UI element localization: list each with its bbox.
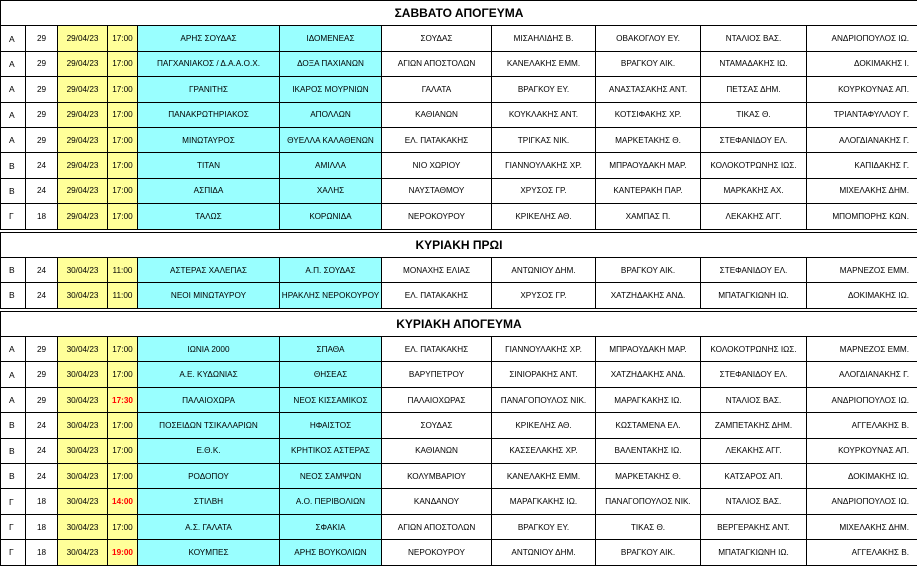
home-team-cell: ΤΑΛΩΣ <box>138 204 280 229</box>
assistant-2-cell: ΝΤΑΛΙΟΣ ΒΑΣ. <box>701 26 807 51</box>
observer-cell: ΚΟΥΡΚΟΥΝΑΣ ΑΠ. <box>807 77 917 102</box>
assistant-1-cell: ΒΑΛΕΝΤΑΚΗΣ ΙΩ. <box>596 438 701 463</box>
home-team-cell: Α.Ε. ΚΥΔΩΝΙΑΣ <box>138 362 280 387</box>
assistant-1-cell: ΟΒΑΚΟΓΛΟΥ ΕΥ. <box>596 26 701 51</box>
time-cell: 17:00 <box>108 413 138 438</box>
observer-cell: ΑΛΟΓΔΙΑΝΑΚΗΣ Γ. <box>807 127 917 152</box>
venue-cell: ΕΛ. ΠΑΤΑΚΑΚΗΣ <box>382 337 492 362</box>
assistant-1-cell: ΜΑΡΑΓΚΑΚΗΣ ΙΩ. <box>596 387 701 412</box>
category-cell: Α <box>1 51 26 76</box>
referee-cell: ΧΡΥΣΟΣ ΓΡ. <box>492 283 596 308</box>
observer-cell: ΤΡΙΑΝΤΑΦΥΛΛΟΥ Γ. <box>807 102 917 127</box>
assistant-1-cell: ΠΑΝΑΓΟΠΟΥΛΟΣ ΝΙΚ. <box>596 489 701 514</box>
section-title: ΚΥΡΙΑΚΗ ΠΡΩΙ <box>1 232 917 257</box>
assistant-1-cell: ΜΠΡΑΟΥΔΑΚΗ ΜΑΡ. <box>596 153 701 178</box>
schedule-body <box>1 1 917 566</box>
match-row <box>1 204 917 229</box>
home-team-cell: ΑΡΗΣ ΣΟΥΔΑΣ <box>138 26 280 51</box>
assistant-1-cell: ΚΑΝΤΕΡΑΚΗ ΠΑΡ. <box>596 178 701 203</box>
time-cell: 19:00 <box>108 540 138 565</box>
date-cell: 30/04/23 <box>58 438 108 463</box>
time-cell: 11:00 <box>108 283 138 308</box>
time-cell: 17:00 <box>108 438 138 463</box>
date-cell: 30/04/23 <box>58 540 108 565</box>
assistant-2-cell: ΚΑΤΣΑΡΟΣ ΑΠ. <box>701 464 807 489</box>
category-cell: Γ <box>1 204 26 229</box>
time-cell: 17:00 <box>108 153 138 178</box>
away-team-cell: Α.Π. ΣΟΥΔΑΣ <box>280 257 382 282</box>
time-cell: 17:00 <box>108 362 138 387</box>
match-row <box>1 257 917 282</box>
venue-cell: ΣΟΥΔΑΣ <box>382 26 492 51</box>
away-team-cell: ΧΑΛΗΣ <box>280 178 382 203</box>
assistant-2-cell: ΚΟΛΟΚΟΤΡΩΝΗΣ ΙΩΣ. <box>701 337 807 362</box>
date-cell: 30/04/23 <box>58 283 108 308</box>
time-cell: 14:00 <box>108 489 138 514</box>
matchday-cell: 29 <box>26 51 58 76</box>
matchday-cell: 24 <box>26 283 58 308</box>
date-cell: 29/04/23 <box>58 26 108 51</box>
matchday-cell: 29 <box>26 102 58 127</box>
match-row <box>1 413 917 438</box>
observer-cell: ΔΟΚΙΜΑΚΗΣ ΙΩ. <box>807 464 917 489</box>
category-cell: Α <box>1 127 26 152</box>
assistant-2-cell: ΝΤΑΛΙΟΣ ΒΑΣ. <box>701 387 807 412</box>
assistant-2-cell: ΣΤΕΦΑΝΙΔΟΥ ΕΛ. <box>701 362 807 387</box>
category-cell: Γ <box>1 489 26 514</box>
observer-cell: ΔΟΚΙΜΑΚΗΣ ΙΩ. <box>807 283 917 308</box>
observer-cell: ΑΛΟΓΔΙΑΝΑΚΗΣ Γ. <box>807 362 917 387</box>
away-team-cell: ΣΦΑΚΙΑ <box>280 514 382 539</box>
assistant-1-cell: ΤΙΚΑΣ Θ. <box>596 514 701 539</box>
matchday-cell: 18 <box>26 540 58 565</box>
away-team-cell: ΚΟΡΩΝΙΔΑ <box>280 204 382 229</box>
away-team-cell: ΣΠΑΘΑ <box>280 337 382 362</box>
category-cell: Β <box>1 283 26 308</box>
assistant-2-cell: ΒΕΡΓΕΡΑΚΗΣ ΑΝΤ. <box>701 514 807 539</box>
matchday-cell: 29 <box>26 77 58 102</box>
date-cell: 29/04/23 <box>58 153 108 178</box>
venue-cell: ΕΛ. ΠΑΤΑΚΑΚΗΣ <box>382 283 492 308</box>
category-cell: Α <box>1 387 26 412</box>
matchday-cell: 24 <box>26 257 58 282</box>
time-cell: 17:00 <box>108 337 138 362</box>
observer-cell: ΚΑΠΙΔΑΚΗΣ Γ. <box>807 153 917 178</box>
assistant-1-cell: ΧΑΤΖΗΔΑΚΗΣ ΑΝΔ. <box>596 362 701 387</box>
home-team-cell: ΠΟΣΕΙΔΩΝ ΤΣΙΚΑΛΑΡΙΩΝ <box>138 413 280 438</box>
venue-cell: ΑΓΙΩΝ ΑΠΟΣΤΟΛΩΝ <box>382 51 492 76</box>
assistant-2-cell: ΣΤΕΦΑΝΙΔΟΥ ΕΛ. <box>701 257 807 282</box>
assistant-2-cell: ΚΟΛΟΚΟΤΡΩΝΗΣ ΙΩΣ. <box>701 153 807 178</box>
venue-cell: ΝΙΟ ΧΩΡΙΟΥ <box>382 153 492 178</box>
matchday-cell: 29 <box>26 127 58 152</box>
venue-cell: ΚΑΘΙΑΝΩΝ <box>382 102 492 127</box>
away-team-cell: ΚΡΗΤΙΚΟΣ ΑΣΤΕΡΑΣ <box>280 438 382 463</box>
matchday-cell: 24 <box>26 153 58 178</box>
venue-cell: ΝΕΡΟΚΟΥΡΟΥ <box>382 540 492 565</box>
assistant-1-cell: ΜΑΡΚΕΤΑΚΗΣ Θ. <box>596 464 701 489</box>
category-cell: Α <box>1 102 26 127</box>
date-cell: 30/04/23 <box>58 489 108 514</box>
match-row <box>1 283 917 308</box>
section-title: ΚΥΡΙΑΚΗ ΑΠΟΓΕΥΜΑ <box>1 311 917 336</box>
away-team-cell: ΙΚΑΡΟΣ ΜΟΥΡΝΙΩΝ <box>280 77 382 102</box>
category-cell: Γ <box>1 540 26 565</box>
observer-cell: ΑΝΔΡΙΟΠΟΥΛΟΣ ΙΩ. <box>807 387 917 412</box>
date-cell: 30/04/23 <box>58 337 108 362</box>
matchday-cell: 18 <box>26 204 58 229</box>
match-row <box>1 337 917 362</box>
observer-cell: ΜΠΟΜΠΟΡΗΣ ΚΩΝ. <box>807 204 917 229</box>
referee-cell: ΚΟΥΚΛΑΚΗΣ ΑΝΤ. <box>492 102 596 127</box>
match-row <box>1 51 917 76</box>
category-cell: Α <box>1 77 26 102</box>
matchday-cell: 29 <box>26 337 58 362</box>
home-team-cell: ΤΙΤΑΝ <box>138 153 280 178</box>
section-header-row <box>1 311 917 336</box>
date-cell: 30/04/23 <box>58 257 108 282</box>
away-team-cell: ΗΡΑΚΛΗΣ ΝΕΡΟΚΟΥΡΟΥ <box>280 283 382 308</box>
assistant-2-cell: ΜΠΑΤΑΓΚΙΩΝΗ ΙΩ. <box>701 283 807 308</box>
match-row <box>1 387 917 412</box>
matchday-cell: 24 <box>26 438 58 463</box>
match-row <box>1 77 917 102</box>
observer-cell: ΑΝΔΡΙΟΠΟΥΛΟΣ ΙΩ. <box>807 489 917 514</box>
category-cell: Β <box>1 464 26 489</box>
time-cell: 17:00 <box>108 26 138 51</box>
assistant-1-cell: ΧΑΜΠΑΣ Π. <box>596 204 701 229</box>
assistant-2-cell: ΜΑΡΚΑΚΗΣ ΑΧ. <box>701 178 807 203</box>
category-cell: Α <box>1 337 26 362</box>
observer-cell: ΜΑΡΝΕΖΟΣ ΕΜΜ. <box>807 337 917 362</box>
venue-cell: ΑΓΙΩΝ ΑΠΟΣΤΟΛΩΝ <box>382 514 492 539</box>
match-row <box>1 153 917 178</box>
match-row <box>1 464 917 489</box>
referee-cell: ΠΑΝΑΓΟΠΟΥΛΟΣ ΝΙΚ. <box>492 387 596 412</box>
away-team-cell: ΑΜΙΛΛΑ <box>280 153 382 178</box>
date-cell: 29/04/23 <box>58 204 108 229</box>
assistant-1-cell: ΧΑΤΖΗΔΑΚΗΣ ΑΝΔ. <box>596 283 701 308</box>
referee-cell: ΓΙΑΝΝΟΥΛΑΚΗΣ ΧΡ. <box>492 153 596 178</box>
time-cell: 17:00 <box>108 77 138 102</box>
matchday-cell: 29 <box>26 26 58 51</box>
time-cell: 17:00 <box>108 464 138 489</box>
category-cell: Α <box>1 362 26 387</box>
match-row <box>1 26 917 51</box>
observer-cell: ΔΟΚΙΜΑΚΗΣ Ι. <box>807 51 917 76</box>
date-cell: 30/04/23 <box>58 464 108 489</box>
category-cell: Β <box>1 257 26 282</box>
category-cell: Α <box>1 26 26 51</box>
observer-cell: ΑΓΓΕΛΑΚΗΣ Β. <box>807 540 917 565</box>
venue-cell: ΝΕΡΟΚΟΥΡΟΥ <box>382 204 492 229</box>
date-cell: 29/04/23 <box>58 77 108 102</box>
referee-cell: ΧΡΥΣΟΣ ΓΡ. <box>492 178 596 203</box>
home-team-cell: ΓΡΑΝΙΤΗΣ <box>138 77 280 102</box>
away-team-cell: ΝΕΟΣ ΣΑΜΨΩΝ <box>280 464 382 489</box>
time-cell: 11:00 <box>108 257 138 282</box>
venue-cell: ΝΑΥΣΤΑΘΜΟΥ <box>382 178 492 203</box>
home-team-cell: ΑΣΠΙΔΑ <box>138 178 280 203</box>
assistant-1-cell: ΚΩΣΤΑΜΕΝΑ ΕΛ. <box>596 413 701 438</box>
home-team-cell: ΑΣΤΕΡΑΣ ΧΑΛΕΠΑΣ <box>138 257 280 282</box>
assistant-1-cell: ΒΡΑΓΚΟΥ ΑΙΚ. <box>596 257 701 282</box>
referee-cell: ΤΡΙΓΚΑΣ ΝΙΚ. <box>492 127 596 152</box>
assistant-2-cell: ΤΙΚΑΣ Θ. <box>701 102 807 127</box>
matchday-cell: 24 <box>26 178 58 203</box>
category-cell: Β <box>1 178 26 203</box>
away-team-cell: ΘΥΕΛΛΑ ΚΑΛΑΘΕΝΩΝ <box>280 127 382 152</box>
referee-cell: ΚΡΙΚΕΛΗΣ ΑΘ. <box>492 413 596 438</box>
matchday-cell: 24 <box>26 413 58 438</box>
home-team-cell: ΝΕΟΙ ΜΙΝΩΤΑΥΡΟΥ <box>138 283 280 308</box>
assistant-2-cell: ΝΤΑΛΙΟΣ ΒΑΣ. <box>701 489 807 514</box>
home-team-cell: ΠΑΛΑΙΟΧΩΡΑ <box>138 387 280 412</box>
match-row <box>1 438 917 463</box>
referee-cell: ΓΙΑΝΝΟΥΛΑΚΗΣ ΧΡ. <box>492 337 596 362</box>
time-cell: 17:00 <box>108 51 138 76</box>
assistant-1-cell: ΒΡΑΓΚΟΥ ΑΙΚ. <box>596 51 701 76</box>
assistant-2-cell: ΝΤΑΜΑΔΑΚΗΣ ΙΩ. <box>701 51 807 76</box>
referee-cell: ΑΝΤΩΝΙΟΥ ΔΗΜ. <box>492 540 596 565</box>
matchday-cell: 29 <box>26 362 58 387</box>
away-team-cell: ΝΕΟΣ ΚΙΣΣΑΜΙΚΟΣ <box>280 387 382 412</box>
venue-cell: ΓΑΛΑΤΑ <box>382 77 492 102</box>
matchday-cell: 18 <box>26 514 58 539</box>
match-row <box>1 178 917 203</box>
referee-cell: ΚΑΝΕΛΑΚΗΣ ΕΜΜ. <box>492 464 596 489</box>
venue-cell: ΜΟΝΑΧΗΣ ΕΛΙΑΣ <box>382 257 492 282</box>
date-cell: 30/04/23 <box>58 514 108 539</box>
time-cell: 17:00 <box>108 178 138 203</box>
matchday-cell: 18 <box>26 489 58 514</box>
time-cell: 17:00 <box>108 514 138 539</box>
away-team-cell: ΔΟΞΑ ΠΑΧΙΑΝΩΝ <box>280 51 382 76</box>
referee-cell: ΚΑΝΕΛΑΚΗΣ ΕΜΜ. <box>492 51 596 76</box>
observer-cell: ΜΙΧΕΛΑΚΗΣ ΔΗΜ. <box>807 178 917 203</box>
matchday-cell: 24 <box>26 464 58 489</box>
observer-cell: ΚΟΥΡΚΟΥΝΑΣ ΑΠ. <box>807 438 917 463</box>
observer-cell: ΑΝΔΡΙΟΠΟΥΛΟΣ ΙΩ. <box>807 26 917 51</box>
date-cell: 29/04/23 <box>58 127 108 152</box>
section-header-row <box>1 1 917 26</box>
match-row <box>1 362 917 387</box>
venue-cell: ΠΑΛΑΙΟΧΩΡΑΣ <box>382 387 492 412</box>
match-row <box>1 514 917 539</box>
referee-cell: ΒΡΑΓΚΟΥ ΕΥ. <box>492 77 596 102</box>
assistant-1-cell: ΒΡΑΓΚΟΥ ΑΙΚ. <box>596 540 701 565</box>
venue-cell: ΚΑΘΙΑΝΩΝ <box>382 438 492 463</box>
date-cell: 29/04/23 <box>58 102 108 127</box>
away-team-cell: ΘΗΣΕΑΣ <box>280 362 382 387</box>
date-cell: 29/04/23 <box>58 178 108 203</box>
referee-cell: ΚΡΙΚΕΛΗΣ ΑΘ. <box>492 204 596 229</box>
home-team-cell: ΡΟΔΟΠΟΥ <box>138 464 280 489</box>
category-cell: Β <box>1 438 26 463</box>
time-cell: 17:30 <box>108 387 138 412</box>
observer-cell: ΜΑΡΝΕΖΟΣ ΕΜΜ. <box>807 257 917 282</box>
assistant-1-cell: ΚΟΤΣΙΦΑΚΗΣ ΧΡ. <box>596 102 701 127</box>
assistant-1-cell: ΜΠΡΑΟΥΔΑΚΗ ΜΑΡ. <box>596 337 701 362</box>
away-team-cell: Α.Ο. ΠΕΡΙΒΟΛΙΩΝ <box>280 489 382 514</box>
time-cell: 17:00 <box>108 204 138 229</box>
away-team-cell: ΑΠΟΛΛΩΝ <box>280 102 382 127</box>
venue-cell: ΒΑΡΥΠΕΤΡΟΥ <box>382 362 492 387</box>
home-team-cell: ΚΟΥΜΠΕΣ <box>138 540 280 565</box>
date-cell: 29/04/23 <box>58 51 108 76</box>
section-header-row <box>1 232 917 257</box>
category-cell: Β <box>1 413 26 438</box>
home-team-cell: ΜΙΝΩΤΑΥΡΟΣ <box>138 127 280 152</box>
assistant-2-cell: ΠΕΤΣΑΣ ΔΗΜ. <box>701 77 807 102</box>
matchday-cell: 29 <box>26 387 58 412</box>
assistant-2-cell: ΖΑΜΠΕΤΑΚΗΣ ΔΗΜ. <box>701 413 807 438</box>
referee-cell: ΣΙΝΙΟΡΑΚΗΣ ΑΝΤ. <box>492 362 596 387</box>
assistant-1-cell: ΑΝΑΣΤΑΣΑΚΗΣ ΑΝΤ. <box>596 77 701 102</box>
assistant-1-cell: ΜΑΡΚΕΤΑΚΗΣ Θ. <box>596 127 701 152</box>
match-row <box>1 127 917 152</box>
match-row <box>1 102 917 127</box>
date-cell: 30/04/23 <box>58 387 108 412</box>
home-team-cell: ΠΑΝΑΚΡΩΤΗΡΙΑΚΟΣ <box>138 102 280 127</box>
match-row <box>1 540 917 565</box>
home-team-cell: ΣΤΙΛΒΗ <box>138 489 280 514</box>
venue-cell: ΣΟΥΔΑΣ <box>382 413 492 438</box>
assistant-2-cell: ΛΕΚΑΚΗΣ ΑΓΓ. <box>701 438 807 463</box>
referee-cell: ΜΑΡΑΓΚΑΚΗΣ ΙΩ. <box>492 489 596 514</box>
referee-cell: ΒΡΑΓΚΟΥ ΕΥ. <box>492 514 596 539</box>
date-cell: 30/04/23 <box>58 362 108 387</box>
category-cell: Γ <box>1 514 26 539</box>
home-team-cell: ΠΑΓΧΑΝΙΑΚΟΣ / Δ.Α.Α.Ο.Χ. <box>138 51 280 76</box>
referee-cell: ΜΙΣΑΗΛΙΔΗΣ Β. <box>492 26 596 51</box>
observer-cell: ΑΓΓΕΛΑΚΗΣ Β. <box>807 413 917 438</box>
assistant-2-cell: ΣΤΕΦΑΝΙΔΟΥ ΕΛ. <box>701 127 807 152</box>
home-team-cell: Ε.Θ.Κ. <box>138 438 280 463</box>
venue-cell: ΚΟΛΥΜΒΑΡΙΟΥ <box>382 464 492 489</box>
home-team-cell: Α.Σ. ΓΑΛΑΤΑ <box>138 514 280 539</box>
category-cell: Β <box>1 153 26 178</box>
section-title: ΣΑΒΒΑΤΟ ΑΠΟΓΕΥΜΑ <box>1 1 917 26</box>
home-team-cell: ΙΩΝΙΑ 2000 <box>138 337 280 362</box>
time-cell: 17:00 <box>108 127 138 152</box>
date-cell: 30/04/23 <box>58 413 108 438</box>
time-cell: 17:00 <box>108 102 138 127</box>
observer-cell: ΜΙΧΕΛΑΚΗΣ ΔΗΜ. <box>807 514 917 539</box>
assistant-2-cell: ΜΠΑΤΑΓΚΙΩΝΗ ΙΩ. <box>701 540 807 565</box>
referee-cell: ΚΑΣΣΕΛΑΚΗΣ ΧΡ. <box>492 438 596 463</box>
venue-cell: ΚΑΝΔΑΝΟΥ <box>382 489 492 514</box>
venue-cell: ΕΛ. ΠΑΤΑΚΑΚΗΣ <box>382 127 492 152</box>
away-team-cell: ΙΔΟΜΕΝΕΑΣ <box>280 26 382 51</box>
referee-cell: ΑΝΤΩΝΙΟΥ ΔΗΜ. <box>492 257 596 282</box>
match-row <box>1 489 917 514</box>
away-team-cell: ΗΦΑΙΣΤΟΣ <box>280 413 382 438</box>
away-team-cell: ΑΡΗΣ ΒΟΥΚΟΛΙΩΝ <box>280 540 382 565</box>
assistant-2-cell: ΛΕΚΑΚΗΣ ΑΓΓ. <box>701 204 807 229</box>
